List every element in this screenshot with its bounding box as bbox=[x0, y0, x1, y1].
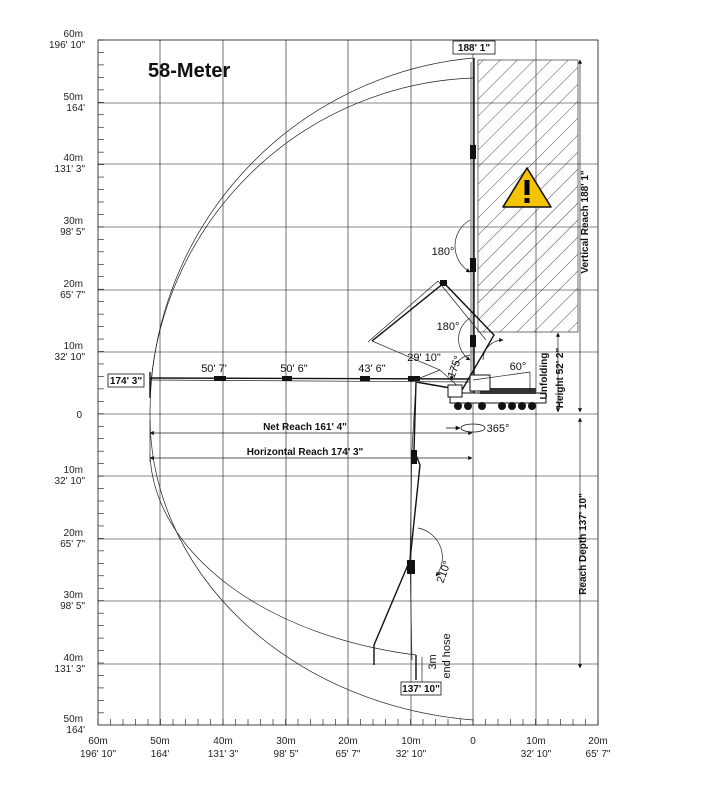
x-axis-label-m: 40m bbox=[213, 736, 233, 747]
max-depth-label bbox=[401, 682, 441, 695]
unfolding-label: Unfolding bbox=[539, 352, 550, 400]
angle-180-upper: 180° bbox=[431, 246, 455, 258]
horizontal-reach-label bbox=[108, 374, 144, 387]
y-axis-label-ft: 164' bbox=[66, 725, 85, 736]
x-axis-labels bbox=[80, 736, 611, 760]
svg-text:188' 1": 188' 1" bbox=[457, 43, 491, 54]
x-axis-label-ft: 65' 7" bbox=[585, 749, 611, 760]
y-axis-label-m: 50m bbox=[63, 92, 83, 103]
y-axis-label-ft: 98' 5" bbox=[60, 601, 85, 612]
x-axis-label-m: 10m bbox=[401, 736, 421, 747]
x-axis-label-ft: 98' 5" bbox=[273, 749, 299, 760]
y-axis-label-m: 10m bbox=[63, 341, 83, 352]
y-axis-label-m: 30m bbox=[63, 216, 83, 227]
max-height-label bbox=[453, 41, 495, 54]
x-axis-label-ft: 32' 10" bbox=[395, 749, 427, 760]
unfolding-height-label: Height 52' 2" bbox=[555, 347, 566, 409]
section-4-label: 29' 10" bbox=[407, 352, 441, 364]
svg-text:137' 10": 137' 10" bbox=[402, 684, 440, 695]
x-axis-label-m: 60m bbox=[88, 736, 108, 747]
angle-210: 210° bbox=[434, 559, 454, 585]
x-axis-label-ft: 32' 10" bbox=[520, 749, 552, 760]
y-axis-label-m: 40m bbox=[63, 653, 83, 664]
reach-depth-label: Reach Depth 137' 10" bbox=[578, 493, 589, 595]
angle-60: 60° bbox=[509, 361, 527, 373]
section-2-label: 50' 6" bbox=[280, 363, 308, 375]
angle-175: 175° bbox=[445, 354, 465, 380]
y-axis-label-m: 20m bbox=[63, 528, 83, 539]
y-axis-label-m: 30m bbox=[63, 590, 83, 601]
boom-horizontal bbox=[150, 372, 472, 398]
y-axis-label-m: 40m bbox=[63, 153, 83, 164]
y-axis-label-ft: 32' 10" bbox=[54, 352, 85, 363]
x-axis-label-m: 10m bbox=[526, 736, 546, 747]
y-axis-label-ft: 32' 10" bbox=[54, 476, 85, 487]
reach-envelope bbox=[150, 58, 473, 720]
angle-365: 365° bbox=[486, 423, 510, 435]
y-axis-label-ft: 65' 7" bbox=[60, 539, 85, 550]
y-axis-label-ft: 98' 5" bbox=[60, 227, 85, 238]
end-hose-label: end hose bbox=[441, 633, 453, 679]
vertical-reach-label: Vertical Reach 188' 1" bbox=[580, 170, 591, 274]
truck bbox=[448, 372, 546, 410]
svg-text:174' 3": 174' 3" bbox=[109, 376, 143, 387]
x-axis-label-ft: 65' 7" bbox=[335, 749, 361, 760]
horizontal-reach-text: Horizontal Reach 174' 3" bbox=[246, 447, 364, 458]
end-hose-length-label: 3m bbox=[427, 654, 439, 670]
y-axis-label-ft: 196' 10" bbox=[48, 40, 85, 51]
y-axis-label-m: 0 bbox=[76, 410, 82, 421]
x-axis-label-m: 30m bbox=[276, 736, 296, 747]
y-axis-label-m: 20m bbox=[63, 279, 83, 290]
y-axis-label-ft: 65' 7" bbox=[60, 290, 85, 301]
x-axis-label-m: 20m bbox=[338, 736, 358, 747]
section-1-label: 50' 7' bbox=[201, 363, 227, 375]
x-axis-label-m: 20m bbox=[588, 736, 608, 747]
y-axis-label-m: 50m bbox=[63, 714, 83, 725]
y-axis-label-m: 60m bbox=[63, 29, 83, 40]
x-axis-label-ft: 164' bbox=[150, 749, 170, 760]
y-axis-label-ft: 131' 3" bbox=[54, 164, 85, 175]
diagram-title: 58-Meter bbox=[148, 60, 231, 82]
y-axis-label-ft: 164' bbox=[66, 103, 85, 114]
y-axis-label-m: 10m bbox=[63, 465, 83, 476]
x-axis-label-ft: 131' 3" bbox=[207, 749, 239, 760]
x-axis-label-m: 50m bbox=[150, 736, 170, 747]
angle-180-lower: 180° bbox=[436, 321, 460, 333]
y-axis-labels bbox=[49, 29, 85, 736]
x-axis-label-m: 0 bbox=[470, 736, 476, 747]
y-axis-label-ft: 131' 3" bbox=[54, 664, 85, 675]
net-reach-label: Net Reach 161' 4" bbox=[263, 422, 347, 433]
x-axis-label-ft: 196' 10" bbox=[79, 749, 117, 760]
section-3-label: 43' 6" bbox=[358, 363, 386, 375]
